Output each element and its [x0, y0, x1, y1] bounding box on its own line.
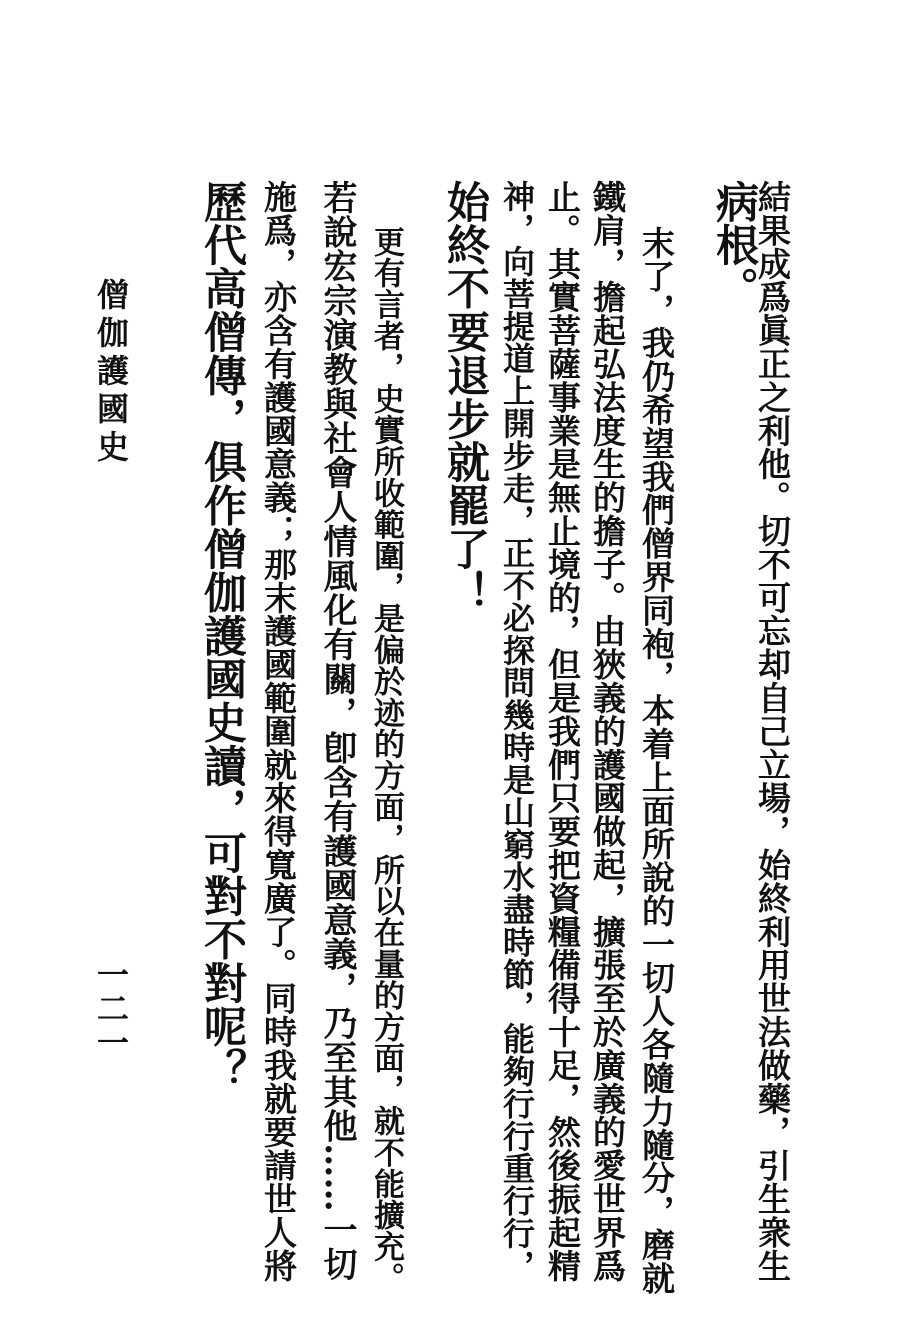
text-column-3: 末了，我仍希望我們僧界同袍，本着上面所說的一切人各隨力隨分，磨就: [637, 226, 676, 1295]
page-number: 一二一: [92, 958, 130, 1060]
text-column-7: 始終不要退步就罷了！: [440, 180, 490, 614]
text-column-2: 病根。: [709, 180, 759, 311]
text-column-6: 神，向菩提道上開步走，正不必探問幾時是山窮水盡時節，能夠行行重行行，: [498, 180, 536, 1282]
text-column-4: 鐵肩，擔起弘法度生的擔子。由狹義的護國做起，擴張至於廣義的愛世界爲: [588, 180, 627, 1283]
text-column-1: 結果成爲眞正之利他。切不可忘却自己立場，始終利用世法做藥，引生衆生: [753, 180, 792, 1283]
text-column-11: 歷代高僧傳，俱作僧伽護國史讀，可對不對呢？: [197, 180, 247, 1092]
text-column-10: 施爲，亦含有護國意義；那末護國範圍就來得寬廣了。同時我就要請世人將: [259, 180, 298, 1283]
text-column-8: 更有言者，史實所收範圍，是偏於迹的方面，所以在量的方面，就不能擴充。: [368, 226, 404, 1294]
text-column-9: 若說宏宗演教與社會人情風化有關，卽含有護國意義，乃至其他……一切: [317, 180, 357, 1281]
running-header-title: 僧伽護國史: [92, 278, 130, 468]
text-column-5: 止。其實菩薩事業是無止境的，但是我們只要把資糧備得十足，然後振起精: [543, 180, 582, 1283]
